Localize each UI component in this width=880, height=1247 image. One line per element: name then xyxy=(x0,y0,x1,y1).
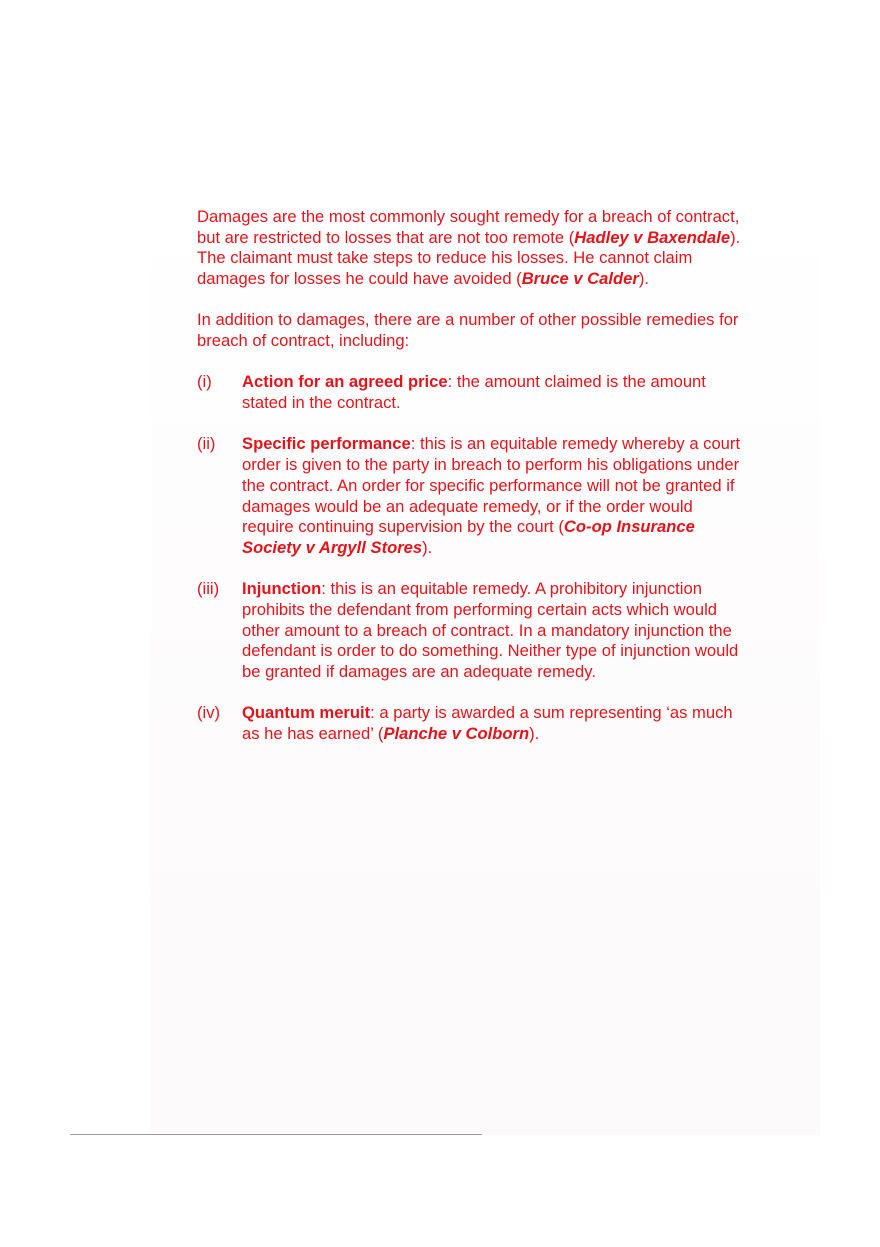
list-item-number: (i) xyxy=(197,372,212,392)
list-item-number: (ii) xyxy=(197,434,216,454)
paragraph-text: ). The claimant must take steps to reduce his losses. He cannot claim damages for losses he could have avoided ( xyxy=(197,227,741,289)
document-body xyxy=(197,207,742,765)
paragraph-other-remedies: In addition to damages, there are a number of other possible remedies for breach of contract, including: xyxy=(197,310,739,351)
list-item-number: (iii) xyxy=(197,579,220,599)
case-citation: Bruce v Calder xyxy=(521,269,639,289)
list-item-text: : the amount claimed is the amount stated in the contract. xyxy=(242,372,706,413)
paragraph-damages xyxy=(197,207,742,290)
list-item-heading: Specific performance xyxy=(242,434,411,454)
list-item-text-end: ). xyxy=(529,724,540,744)
list-item-body xyxy=(242,434,742,558)
list-item-body xyxy=(242,372,742,413)
paragraph-text: Damages are the most commonly sought remedy for a breach of contract, but are restricted to losses that are not too remote ( xyxy=(197,207,740,247)
list-item-number: (iv) xyxy=(197,703,221,723)
list-item-heading: Injunction xyxy=(242,579,322,599)
list-item-text: : this is an equitable remedy whereby a court order is given to the party in breach to perform his obligations under the contract. An order for specific performance will not be granted if damages would be an adequate remedy, or if the order would require continuing supervision by the court ( xyxy=(242,434,741,537)
list-item-specific-performance xyxy=(197,434,742,558)
case-citation: Hadley v Baxendale xyxy=(574,227,731,247)
list-item-heading: Action for an agreed price xyxy=(242,372,448,392)
list-item-quantum-meruit xyxy=(197,703,742,744)
list-item-heading: Quantum meruit xyxy=(242,703,371,723)
list-item-body xyxy=(242,579,742,683)
case-citation: Co-op Insurance Society v Argyll Stores xyxy=(242,517,695,557)
paragraph-text: ). xyxy=(638,269,649,289)
list-item-text: : a party is awarded a sum representing ‘as much as he has earned’ ( xyxy=(242,703,733,744)
list-item-body xyxy=(242,703,742,744)
list-item-injunction xyxy=(197,579,742,683)
case-citation: Planche v Colborn xyxy=(383,724,530,744)
footnote-separator xyxy=(70,1134,482,1135)
list-item-text-end: ). xyxy=(422,537,433,557)
list-item-agreed-price xyxy=(197,372,742,413)
list-item-text: : this is an equitable remedy. A prohibitory injunction prohibits the defendant from performing certain acts which would other amount to a breach of contract. In a mandatory injunction the defendant is order to do something. Neither type of injunction would be granted if damages are an adequate remedy. xyxy=(242,579,739,682)
